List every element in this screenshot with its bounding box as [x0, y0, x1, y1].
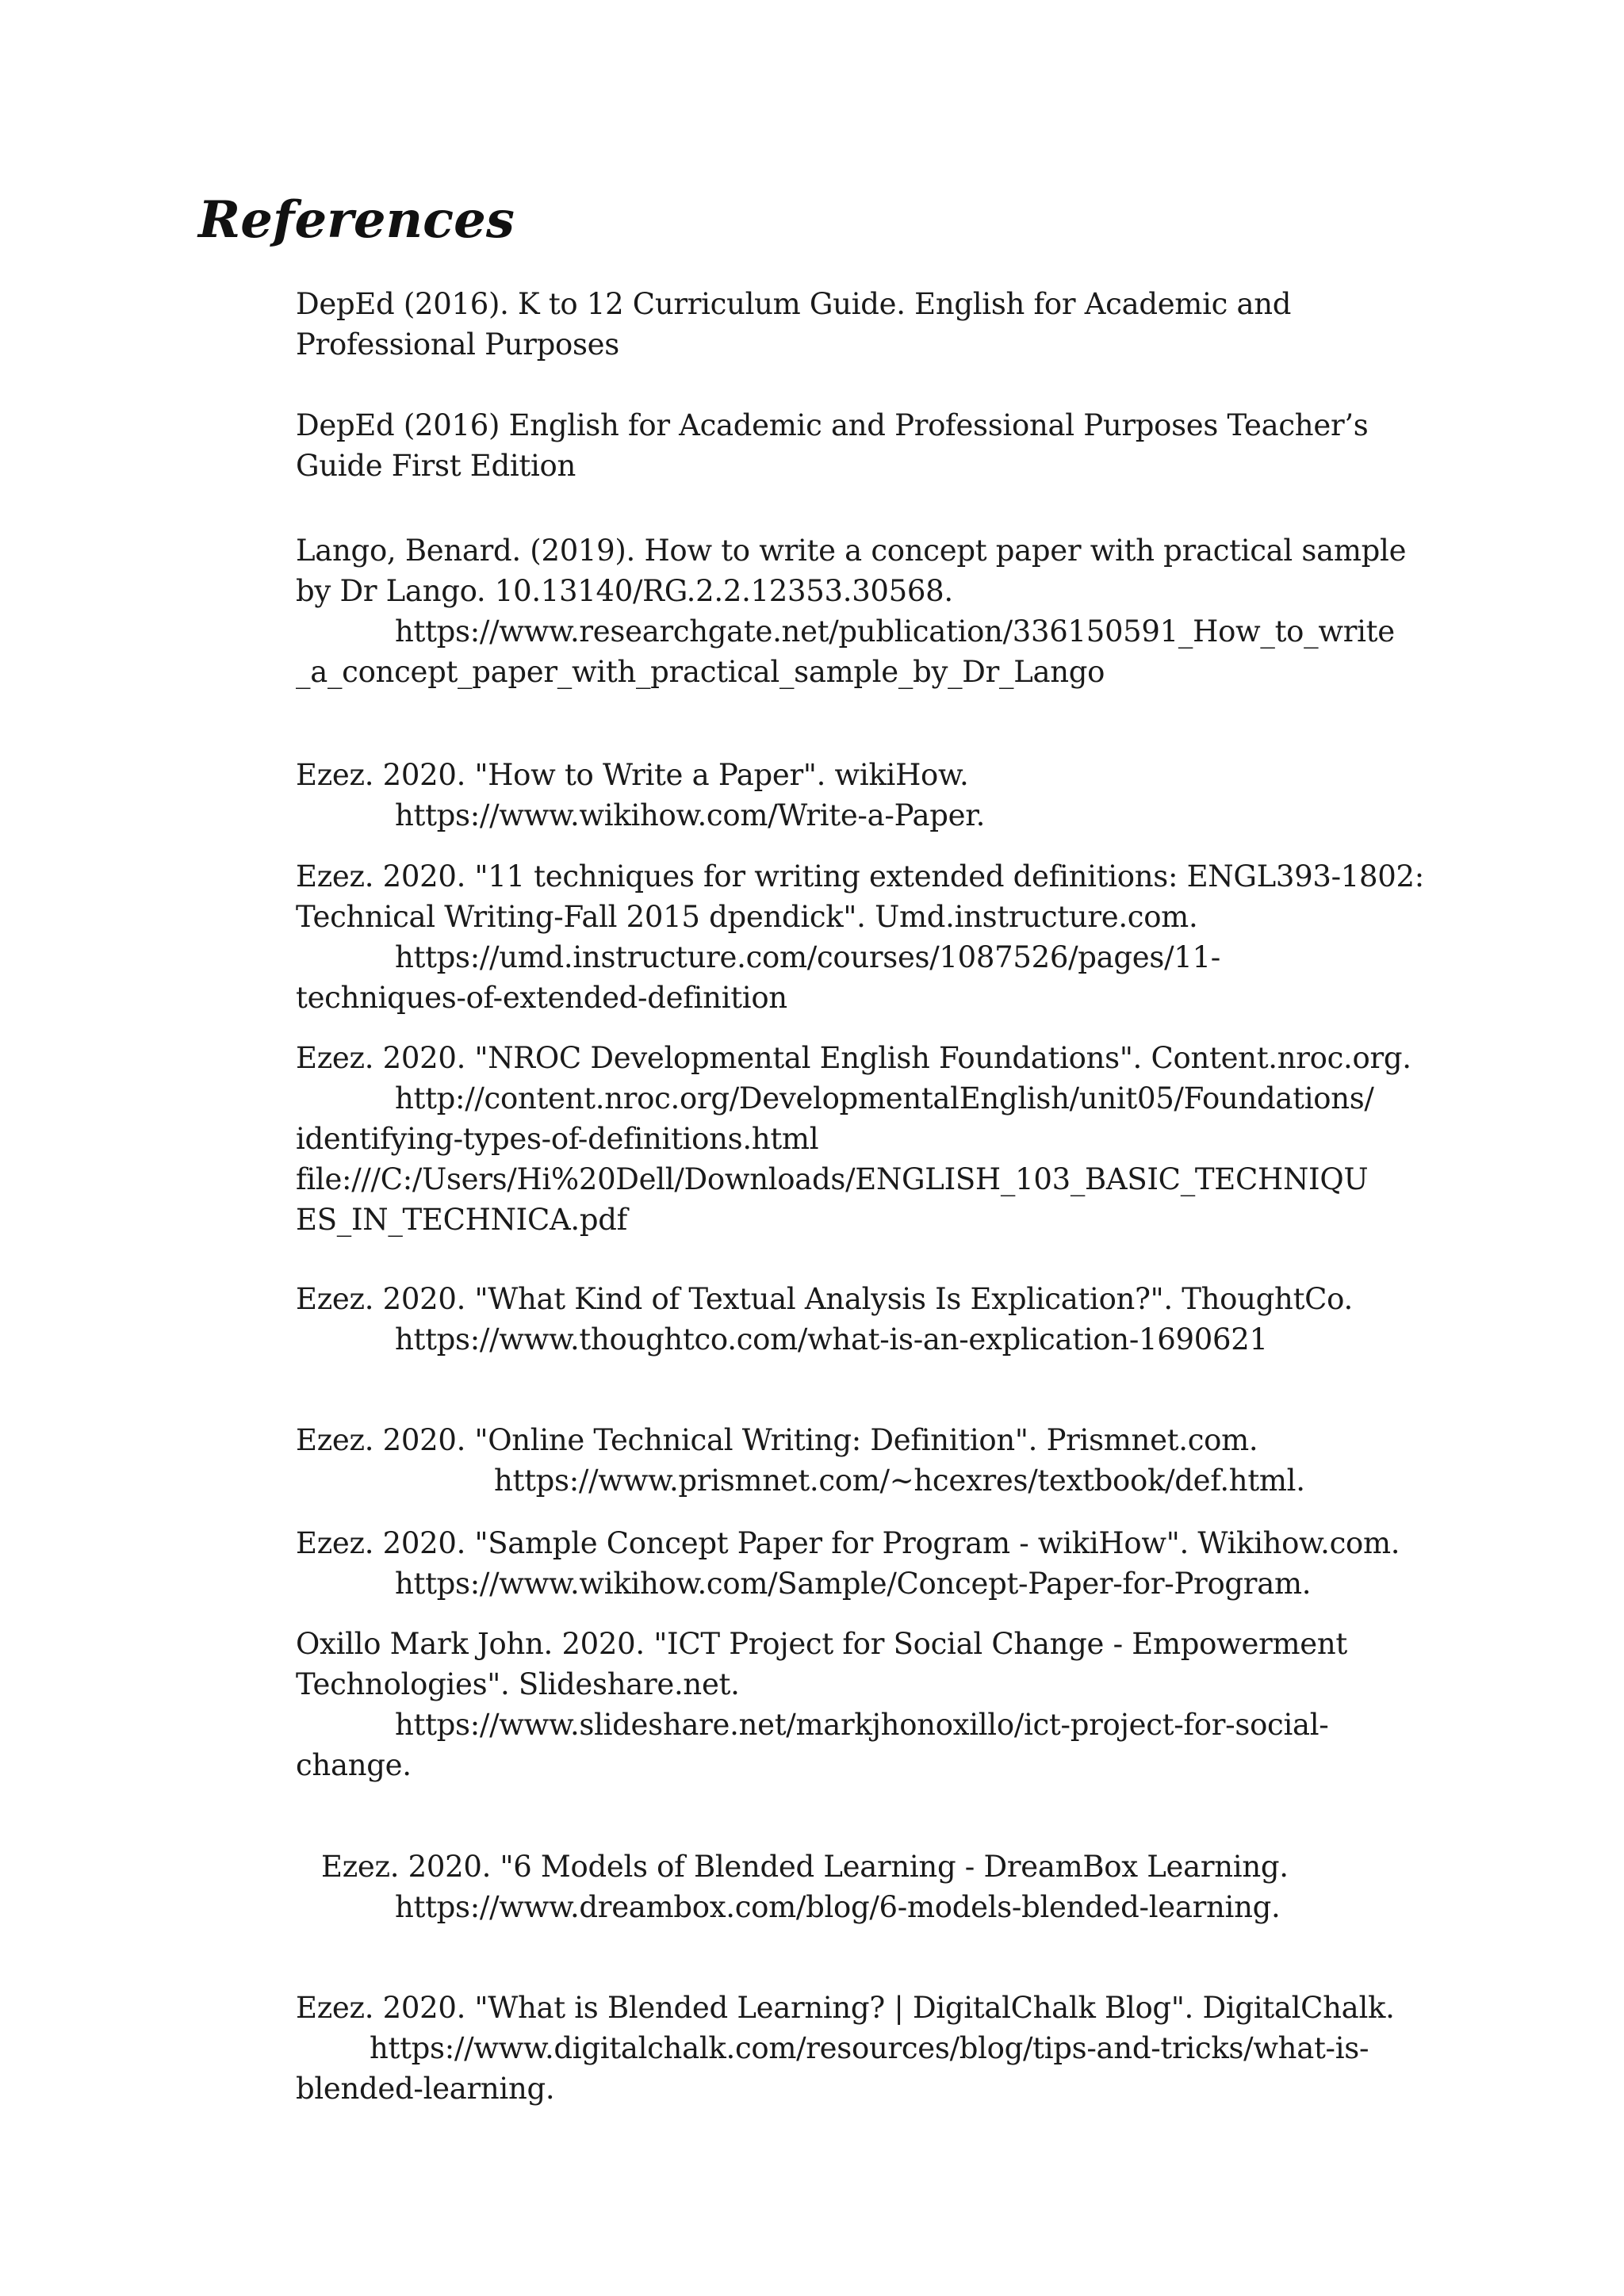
reference-url-line: ES_IN_TECHNICA.pdf: [296, 1203, 628, 1237]
reference-entry: [296, 1420, 1305, 1501]
reference-url-line: file:///C:/Users/Hi%20Dell/Downloads/ENGLISH_103_BASIC_TECHNIQU: [296, 1162, 1369, 1196]
reference-url-line: http://content.nroc.org/DevelopmentalEnglish/unit05/Foundations/: [395, 1081, 1374, 1115]
reference-url-line: https://umd.instructure.com/courses/1087526/pages/11-: [395, 940, 1220, 974]
reference-entry: [296, 1038, 1411, 1240]
reference-url-line: https://www.researchgate.net/publication/336150591_How_to_write: [395, 614, 1395, 649]
reference-url-line: https://www.slideshare.net/markjhonoxillo/ict-project-for-social-: [395, 1708, 1329, 1742]
reference-url-line: change.: [296, 1748, 412, 1782]
reference-entry: [296, 856, 1424, 1018]
reference-line: Ezez. 2020. "What is Blended Learning? | DigitalChalk Blog". DigitalChalk.: [296, 1991, 1395, 2025]
reference-line: DepEd (2016). K to 12 Curriculum Guide. English for Academic and: [296, 287, 1292, 321]
reference-entry: [296, 405, 1368, 486]
reference-line: Ezez. 2020. "Online Technical Writing: Definition". Prismnet.com.: [296, 1423, 1258, 1457]
reference-entry: [296, 284, 1291, 365]
reference-entry: [296, 1279, 1353, 1360]
reference-line: Ezez. 2020. "6 Models of Blended Learning - DreamBox Learning.: [321, 1850, 1289, 1884]
reference-line: Ezez. 2020. "How to Write a Paper". wikiHow.: [296, 758, 969, 792]
reference-url-line: https://www.prismnet.com/~hcexres/textbook/def.html.: [494, 1464, 1305, 1498]
reference-line: Lango, Benard. (2019). How to write a concept paper with practical sample: [296, 534, 1407, 568]
reference-url-line: _a_concept_paper_with_practical_sample_by_Dr_Lango: [296, 655, 1105, 689]
reference-url-line: techniques-of-extended-definition: [296, 981, 787, 1015]
reference-line: Ezez. 2020. "Sample Concept Paper for Program - wikiHow". Wikihow.com.: [296, 1526, 1400, 1560]
reference-url-line: https://www.thoughtco.com/what-is-an-explication-1690621: [395, 1322, 1268, 1357]
reference-entry: [296, 1624, 1347, 1785]
reference-url-line: blended-learning.: [296, 2072, 555, 2106]
reference-line: Oxillo Mark John. 2020. "ICT Project for Social Change - Empowerment: [296, 1627, 1347, 1661]
page-title: References: [198, 190, 515, 250]
reference-line: Technologies". Slideshare.net.: [296, 1667, 740, 1701]
reference-url-line: https://www.dreambox.com/blog/6-models-blended-learning.: [395, 1890, 1281, 1924]
reference-entry: [296, 1846, 1289, 1927]
reference-line: Guide First Edition: [296, 449, 576, 483]
reference-url-line: https://www.digitalchalk.com/resources/blog/tips-and-tricks/what-is-: [370, 2031, 1369, 2065]
reference-entry: [296, 1988, 1395, 2109]
reference-line: Ezez. 2020. "What Kind of Textual Analysis Is Explication?". ThoughtCo.: [296, 1282, 1353, 1316]
reference-line: Professional Purposes: [296, 327, 619, 362]
reference-line: Ezez. 2020. "NROC Developmental English Foundations". Content.nroc.org.: [296, 1041, 1411, 1075]
reference-entry: [296, 530, 1406, 692]
reference-entry: [296, 755, 985, 836]
reference-entry: [296, 1523, 1400, 1604]
reference-line: DepEd (2016) English for Academic and Professional Purposes Teacher’s: [296, 408, 1369, 442]
reference-line: Technical Writing-Fall 2015 dpendick". Umd.instructure.com.: [296, 900, 1198, 934]
reference-line: by Dr Lango. 10.13140/RG.2.2.12353.30568.: [296, 574, 953, 608]
reference-line: Ezez. 2020. "11 techniques for writing extended definitions: ENGL393-1802:: [296, 859, 1424, 894]
reference-url-line: https://www.wikihow.com/Write-a-Paper.: [395, 798, 986, 832]
reference-url-line: https://www.wikihow.com/Sample/Concept-Paper-for-Program.: [395, 1567, 1312, 1601]
reference-url-line: identifying-types-of-definitions.html: [296, 1122, 819, 1156]
